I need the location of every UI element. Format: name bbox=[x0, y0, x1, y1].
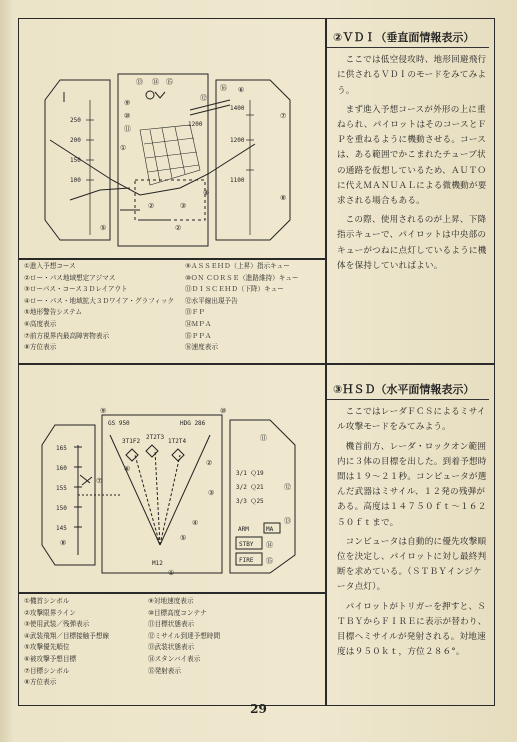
vdi-callout: ⑯ bbox=[220, 84, 227, 92]
legend-item: ⑩目標高度コンテナ bbox=[148, 608, 207, 617]
hsd-alt-label: 145 bbox=[56, 525, 67, 532]
vdi-scale-label: 1400 bbox=[230, 105, 245, 112]
legend-item: ④武装飛翔／目標接触予想線 bbox=[24, 631, 110, 640]
legend-item: ⑥高度表示 bbox=[24, 319, 57, 328]
vdi-legend-right bbox=[185, 261, 299, 354]
hsd-title: ③ＨＳＤ（水平面情報表示） bbox=[327, 380, 489, 400]
vdi-callout: ⑦ bbox=[280, 112, 287, 120]
hsd-paragraph: 機首前方、レーダ・ロックオン範囲内に３体の目標を出した。到着予想時間は１９～２１秒。コンピュータが選んだ武器はミサイル、１２発の残弾がある。高度は１４７５０ｆｔ～１６２５０ｆｔまで。 bbox=[337, 441, 487, 528]
hsd-time: 3/3 Ｑ25 bbox=[236, 498, 264, 505]
vdi-scale-label: 1200 bbox=[188, 121, 203, 128]
hsd-callout: ⑦ bbox=[96, 477, 103, 485]
vdi-paragraph: ここでは低空侵攻時、地形回避飛行に供されるＶＤＩのモードをみてみよう。 bbox=[337, 55, 487, 96]
hsd-callout: ⑥ bbox=[124, 465, 131, 473]
hsd-legend-divider bbox=[18, 592, 326, 594]
vdi-callout: ② bbox=[148, 202, 155, 210]
hsd-ground-speed: GS 950 bbox=[108, 420, 130, 427]
legend-item: ⑯速度表示 bbox=[185, 343, 218, 352]
hsd-stby: STBY bbox=[239, 541, 254, 548]
legend-item: ⑦目標シンボル bbox=[24, 666, 70, 675]
hsd-heading: HDG 286 bbox=[180, 420, 206, 427]
hsd-callout: ⑫ bbox=[284, 483, 291, 491]
vdi-callout: ① bbox=[120, 144, 127, 152]
hsd-weapon: M12 bbox=[152, 560, 163, 567]
hsd-arm: ARM bbox=[238, 526, 249, 533]
hsd-callout: ① bbox=[168, 569, 175, 577]
vdi-callout: ⑮ bbox=[166, 78, 173, 86]
legend-item: ③使用武装／残弾表示 bbox=[24, 620, 90, 629]
vdi-callout: ⑥ bbox=[238, 86, 245, 94]
vdi-callout: ⑨ bbox=[124, 99, 131, 107]
vdi-callout: ⑫ bbox=[200, 94, 207, 102]
hsd-callout: ⑪ bbox=[260, 434, 267, 442]
legend-item: ①機首シンボル bbox=[24, 597, 70, 605]
hsd-callout: ⑭ bbox=[266, 541, 273, 549]
hsd-callout: ④ bbox=[192, 519, 199, 527]
legend-item: ⑤攻撃優先順位 bbox=[24, 643, 70, 652]
vdi-paragraph: まず進入予想コースが外形の上に重ねられ、パイロットはそのコースとＦＰを重ねるように機動させる。コースは、ある範囲でかこまれたチューブ状の通路を仮想しているため、ＡＵＴＯに代えＭＡＮＵＡＬによる微機動が要求される場合もある。 bbox=[337, 104, 487, 207]
legend-item: ①進入予想コース bbox=[24, 262, 76, 270]
vdi-callout: ⑪ bbox=[124, 125, 131, 133]
legend-item: ⑧方位表示 bbox=[24, 343, 57, 352]
hsd-paragraph: パイロットがトリガーを押すと、ＳＴＢＹからＦＩＲＥに表示が替わり、目標へミサイルが発射される。対地速度は９５０ｋｔ，方位２８６°。 bbox=[337, 601, 487, 658]
legend-item: ⑧方位表示 bbox=[24, 678, 57, 687]
legend-item: ②攻撃限界ライン bbox=[24, 608, 76, 617]
legend-item: ⑬ＦＰ bbox=[185, 308, 205, 317]
hsd-alt-label: 155 bbox=[56, 485, 67, 492]
hsd-callout: ⑮ bbox=[266, 557, 273, 565]
hsd-legend-left bbox=[24, 596, 109, 689]
hsd-target-label: 2T2T3 bbox=[146, 434, 165, 441]
hsd-paragraph: ここではレーダＦＣＳによるミサイル攻撃モードをみてみよう。 bbox=[337, 407, 486, 433]
vdi-callout: ② bbox=[175, 224, 182, 232]
hsd-callout: ② bbox=[206, 459, 213, 467]
hsd-arm-box: MA bbox=[266, 526, 274, 533]
legend-item: ⑨対地速度表示 bbox=[148, 597, 194, 605]
legend-item: ⑭ＭＰＡ bbox=[185, 319, 212, 328]
hsd-alt-label: 165 bbox=[56, 445, 67, 452]
hsd-figure bbox=[40, 405, 310, 585]
vdi-scale-label: 100 bbox=[70, 177, 81, 184]
hsd-text bbox=[327, 380, 493, 664]
legend-item: ⑪ＤＩＳＣＥＨＤ（下降）キュー bbox=[185, 285, 284, 294]
hsd-time: 3/1 Ｑ19 bbox=[236, 470, 264, 477]
vdi-scale-label: 200 bbox=[70, 137, 81, 144]
section-divider bbox=[18, 363, 495, 365]
hsd-legend-right bbox=[148, 596, 220, 677]
legend-item: ④ロー・パス・地域拡大３Ｄワイア・グラフィック bbox=[24, 296, 175, 305]
vdi-scale-label: 1200 bbox=[230, 137, 245, 144]
hsd-time: 3/2 Ｑ21 bbox=[236, 484, 264, 491]
vdi-legend-left bbox=[24, 261, 174, 354]
hsd-callout: ③ bbox=[208, 489, 215, 497]
hsd-alt-label: 150 bbox=[56, 505, 67, 512]
legend-item: ⑬武装状態表示 bbox=[148, 643, 195, 652]
vdi-text bbox=[327, 28, 493, 278]
vdi-callout: ④ bbox=[203, 189, 210, 197]
legend-item: ⑮ＰＰＡ bbox=[185, 331, 212, 340]
hsd-callout: ⑤ bbox=[180, 534, 187, 542]
hsd-alt-label: 160 bbox=[56, 465, 67, 472]
legend-item: ⑪目標状態表示 bbox=[148, 620, 195, 629]
legend-item: ⑦前方視界内最高障害物表示 bbox=[24, 331, 110, 340]
hsd-fire: FIRE bbox=[239, 557, 254, 564]
legend-item: ⑨ＡＳＳＥＨＤ（上昇）指示キュー bbox=[185, 262, 290, 270]
legend-item: ⑤地形警告システム bbox=[24, 308, 83, 317]
vdi-scale-label: 250 bbox=[70, 117, 81, 124]
vdi-callout: ③ bbox=[180, 202, 187, 210]
hsd-paragraph: コンピュータは自動的に優先攻撃順位を決定し、パイロットに対し最終判断を求めている。（ＳＴＢＹインジケータ点灯）。 bbox=[337, 536, 487, 593]
vdi-callout: ⑩ bbox=[124, 112, 131, 120]
vdi-legend-divider bbox=[18, 258, 326, 260]
hsd-callout: ⑧ bbox=[60, 539, 67, 547]
vdi-paragraph: この際、使用されるのが上昇、下降指示キューで、パイロットは中央部のキューがつねに点灯しているように機体を保持していればよい。 bbox=[337, 215, 487, 271]
vdi-figure bbox=[40, 70, 310, 250]
vdi-scale-label: 1100 bbox=[230, 177, 245, 184]
page-number: 29 bbox=[250, 702, 267, 716]
vdi-callout: ⑬ bbox=[136, 78, 143, 86]
legend-item: ⑥被攻撃予想目標 bbox=[24, 654, 77, 663]
legend-item: ⑫水平線出現予告 bbox=[185, 296, 238, 305]
vdi-callout: ⑤ bbox=[100, 224, 107, 232]
legend-item: ⑮発射表示 bbox=[148, 666, 181, 675]
vdi-scale-label: 150 bbox=[70, 157, 81, 164]
hsd-callout: ⑩ bbox=[220, 407, 227, 415]
vdi-callout: ⑧ bbox=[280, 194, 287, 202]
legend-item: ⑫ミサイル到達予想時間 bbox=[148, 631, 221, 640]
vdi-callout: ⑭ bbox=[152, 78, 159, 86]
legend-item: ②ロー・パス地域想定アジマス bbox=[24, 273, 116, 282]
vdi-title: ②ＶＤＩ（垂直面情報表示） bbox=[327, 28, 489, 48]
hsd-target-label: 3T1F2 bbox=[122, 438, 141, 445]
hsd-target-label: 1T2T4 bbox=[168, 438, 187, 445]
legend-item: ③ローパス・コース３Ｄレイアウト bbox=[24, 285, 128, 294]
hsd-callout: ⑨ bbox=[100, 407, 107, 415]
legend-item: ⑩ＯＮ ＣＯＲＳＥ（進路維持）キュー bbox=[185, 273, 299, 282]
hsd-callout: ⑬ bbox=[284, 517, 291, 525]
legend-item: ⑭スタンバイ表示 bbox=[148, 654, 201, 663]
